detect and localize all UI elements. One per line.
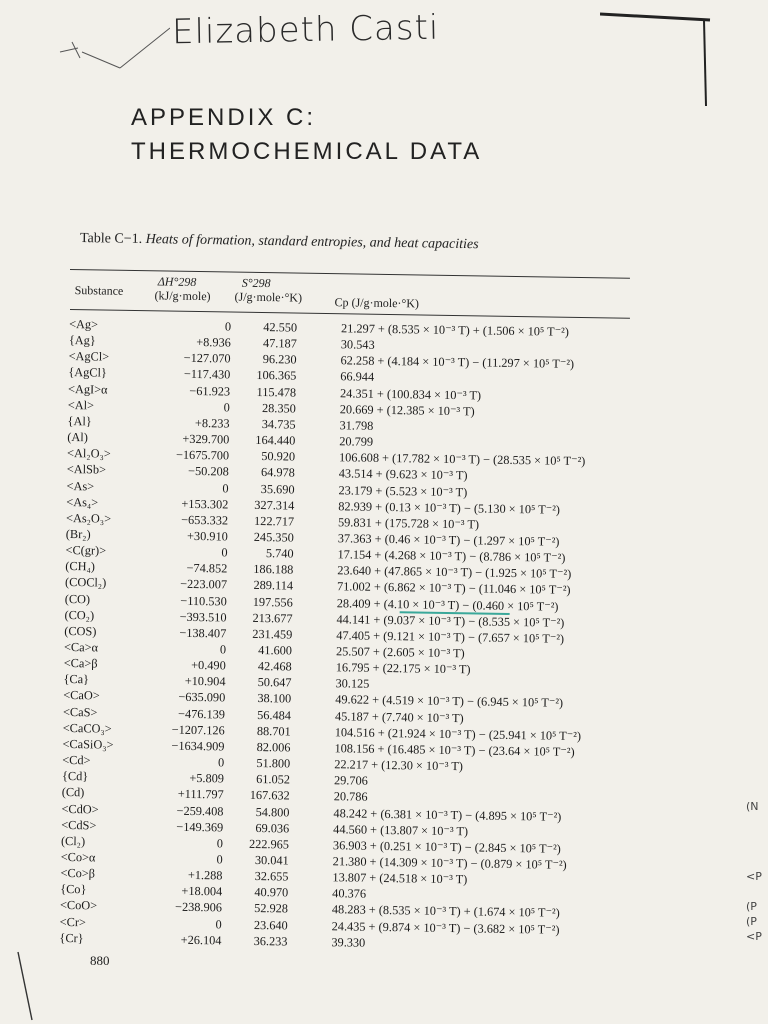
table-label: Table C−1. bbox=[79, 231, 143, 247]
cell-s: 197.556 bbox=[252, 594, 293, 610]
cell-s: 30.041 bbox=[254, 852, 289, 868]
cell-dh: +10.904 bbox=[184, 674, 226, 689]
cell-substance: (Br₂) bbox=[65, 526, 91, 542]
cell-s: 245.350 bbox=[253, 529, 294, 545]
cell-substance: <As> bbox=[66, 478, 95, 493]
cell-dh: −653.332 bbox=[181, 512, 229, 528]
cell-substance: (CH₄) bbox=[65, 559, 95, 574]
cell-substance: <AgI>α bbox=[68, 381, 108, 397]
cell-dh: +30.910 bbox=[186, 528, 228, 544]
cell-cp: 104.516 + (21.924 × 10⁻³ T) − (25.941 × 10⁵ T⁻²) bbox=[334, 724, 582, 743]
cell-substance: <CaSiO₃> bbox=[62, 736, 114, 752]
cell-s: 164.440 bbox=[255, 432, 296, 448]
cell-cp: 30.543 bbox=[340, 337, 375, 352]
cell-substance: (Cd) bbox=[61, 785, 85, 800]
header-s: S°298 bbox=[241, 275, 271, 291]
header-s-unit: (J/g·mole·°K) bbox=[234, 289, 303, 305]
cell-s: 88.701 bbox=[256, 723, 291, 739]
cell-substance: <CaS> bbox=[62, 704, 98, 720]
cell-dh: −117.430 bbox=[183, 367, 231, 382]
cell-dh: 0 bbox=[218, 755, 225, 770]
table-top-rule bbox=[70, 269, 630, 279]
cell-dh: +8.936 bbox=[196, 335, 231, 350]
cell-substance: <CaO> bbox=[63, 688, 100, 703]
cell-substance: <Ca>β bbox=[63, 656, 98, 671]
cell-substance: <CaCO₃> bbox=[62, 720, 112, 736]
cell-substance: (Al) bbox=[67, 430, 88, 445]
cell-substance: (CO₂) bbox=[64, 607, 95, 623]
margin-fragment: (P bbox=[746, 900, 757, 913]
header-dh: ΔH°298 bbox=[157, 274, 197, 289]
cell-dh: +26.104 bbox=[180, 932, 222, 948]
cell-dh: +329.700 bbox=[182, 431, 230, 447]
margin-fragment: (P bbox=[746, 915, 757, 928]
cell-dh: +1.288 bbox=[187, 868, 223, 883]
cell-cp: 24.351 + (100.834 × 10⁻³ T) bbox=[339, 385, 482, 403]
cell-dh: +111.797 bbox=[177, 787, 224, 802]
cell-dh: −110.530 bbox=[180, 593, 227, 609]
pen-scribble-top-left bbox=[20, 20, 170, 80]
cell-dh: −1634.909 bbox=[171, 738, 225, 754]
cell-cp: 25.507 + (2.605 × 10⁻³ T) bbox=[335, 644, 465, 661]
cell-cp: 43.514 + (9.623 × 10⁻³ T) bbox=[338, 466, 468, 483]
header-dh-unit: (kJ/g·mole) bbox=[154, 288, 211, 304]
table-body bbox=[59, 316, 669, 950]
table-header-rule bbox=[70, 309, 630, 319]
cell-s: 42.550 bbox=[263, 320, 298, 335]
cell-dh: −259.408 bbox=[176, 803, 224, 818]
handwritten-name: Elizabeth Casti bbox=[171, 7, 440, 53]
cell-substance: (COS) bbox=[64, 623, 97, 639]
cell-cp: 108.156 + (16.485 × 10⁻³ T) − (23.64 × 10⁵ T⁻²) bbox=[334, 741, 575, 759]
margin-fragment: <P bbox=[746, 930, 762, 943]
cell-s: 42.468 bbox=[257, 659, 292, 674]
cell-substance: <Co>β bbox=[60, 866, 96, 881]
page-number: 880 bbox=[90, 953, 110, 968]
cell-dh: −127.070 bbox=[183, 351, 231, 366]
cell-s: 41.600 bbox=[258, 643, 293, 658]
cell-s: 64.978 bbox=[260, 465, 295, 480]
cell-dh: −393.510 bbox=[179, 609, 227, 625]
cell-dh: −74.852 bbox=[186, 561, 228, 576]
cell-dh: −138.407 bbox=[179, 625, 227, 641]
cell-cp: 44.141 + (9.037 × 10⁻³ T) − (8.535 × 10⁵ T⁻²) bbox=[336, 611, 565, 630]
cell-substance: <CoO> bbox=[59, 898, 98, 913]
cell-dh: +153.302 bbox=[181, 496, 229, 512]
cell-cp: 20.799 bbox=[339, 434, 374, 449]
cell-s: 96.230 bbox=[262, 352, 297, 367]
cell-s: 289.114 bbox=[253, 578, 294, 593]
cell-cp: 49.622 + (4.519 × 10⁻³ T) − (6.945 × 10⁵ T⁻²) bbox=[335, 692, 564, 711]
cell-cp: 17.154 + (4.268 × 10⁻³ T) − (8.786 × 10⁵ T⁻²) bbox=[337, 547, 566, 565]
header-cp: Cp (J/g·mole·°K) bbox=[334, 295, 420, 311]
cell-s: 5.740 bbox=[265, 546, 294, 561]
cell-substance: (CO) bbox=[64, 591, 91, 606]
cell-substance: <Co>α bbox=[60, 849, 96, 865]
cell-substance: {Ca} bbox=[63, 672, 90, 687]
cell-s: 106.365 bbox=[256, 368, 297, 384]
pen-stroke-bottom-left bbox=[10, 950, 40, 1024]
cell-cp: 39.330 bbox=[331, 934, 366, 950]
cell-cp: 48.242 + (6.381 × 10⁻³ T) − (4.895 × 10⁵ T⁻²) bbox=[333, 805, 562, 824]
cell-s: 69.036 bbox=[255, 820, 290, 836]
cell-substance: <Ag> bbox=[69, 316, 99, 332]
cell-cp: 31.798 bbox=[339, 418, 374, 433]
cell-dh: +18.004 bbox=[181, 884, 223, 899]
cell-cp: 45.187 + (7.740 × 10⁻³ T) bbox=[334, 708, 464, 725]
cell-substance: {Cd} bbox=[61, 769, 89, 784]
cell-dh: 0 bbox=[224, 319, 232, 334]
cell-dh: +5.809 bbox=[189, 771, 225, 786]
cell-dh: +8.233 bbox=[194, 415, 230, 431]
cell-cp: 23.179 + (5.523 × 10⁻³ T) bbox=[338, 482, 468, 499]
cell-substance: <CdS> bbox=[61, 817, 97, 833]
cell-s: 186.188 bbox=[253, 562, 294, 577]
cell-cp: 21.297 + (8.535 × 10⁻³ T) + (1.506 × 10⁵ T⁻²) bbox=[340, 321, 570, 339]
cell-s: 222.965 bbox=[248, 836, 290, 852]
cell-s: 167.632 bbox=[249, 788, 290, 803]
cell-cp: 28.409 + (4.10 × 10⁻³ T) − (0.460 × 10⁵ T⁻²) bbox=[336, 595, 559, 614]
cell-substance: <Cd> bbox=[62, 752, 91, 768]
cell-substance: <As₄> bbox=[66, 494, 99, 510]
table-caption-text: Heats of formation, standard entropies, and heat capacities bbox=[145, 232, 479, 253]
appendix-subtitle: THERMOCHEMICAL DATA bbox=[131, 138, 483, 165]
cell-dh: 0 bbox=[222, 480, 229, 496]
cell-dh: 0 bbox=[216, 836, 224, 851]
cell-dh: −1207.126 bbox=[171, 722, 225, 738]
cell-dh: −61.923 bbox=[189, 383, 231, 399]
cell-s: 28.350 bbox=[261, 400, 296, 416]
cell-s: 23.640 bbox=[253, 917, 288, 933]
cell-cp: 20.669 + (12.385 × 10⁻³ T) bbox=[339, 402, 475, 419]
cell-substance: {Ag} bbox=[68, 333, 96, 348]
cell-substance: <Al> bbox=[67, 397, 95, 413]
cell-dh: 0 bbox=[219, 642, 227, 657]
cell-substance: {Cr} bbox=[59, 930, 84, 945]
cell-cp: 44.560 + (13.807 × 10⁻³ T) bbox=[333, 821, 469, 838]
cell-substance: (Cl₂) bbox=[60, 833, 86, 849]
cell-cp: 37.363 + (0.46 × 10⁻³ T) − (1.297 × 10⁵ T⁻²) bbox=[337, 531, 560, 549]
appendix-title: APPENDIX C: bbox=[131, 104, 317, 131]
cell-dh: +0.490 bbox=[191, 658, 226, 673]
cell-cp: 36.903 + (0.251 × 10⁻³ T) − (2.845 × 10⁵ T⁻²) bbox=[332, 837, 561, 856]
cell-substance: <AgCl> bbox=[68, 349, 110, 364]
cell-cp: 40.376 bbox=[332, 886, 367, 901]
cell-substance: <C(gr)> bbox=[65, 543, 107, 558]
cell-s: 34.735 bbox=[261, 416, 296, 432]
cell-dh: −223.007 bbox=[180, 577, 228, 592]
table-caption bbox=[80, 231, 479, 253]
cell-cp: 13.807 + (24.518 × 10⁻³ T) bbox=[332, 870, 468, 887]
cell-cp: 29.706 bbox=[333, 773, 368, 788]
cell-substance: <Al₂O₃> bbox=[66, 446, 111, 461]
cell-cp: 48.283 + (8.535 × 10⁻³ T) + (1.674 × 10⁵ T⁻²) bbox=[331, 902, 560, 921]
cell-cp: 24.435 + (9.874 × 10⁻³ T) − (3.682 × 10⁵ T⁻²) bbox=[331, 918, 560, 937]
cell-s: 38.100 bbox=[257, 691, 292, 706]
cell-dh: 0 bbox=[223, 400, 230, 415]
cell-s: 231.459 bbox=[252, 626, 293, 642]
cell-substance: <Cr> bbox=[59, 914, 87, 929]
margin-fragment: <P bbox=[746, 870, 762, 883]
cell-s: 52.928 bbox=[254, 901, 289, 916]
cell-dh: −149.369 bbox=[176, 819, 224, 835]
cell-cp: 23.640 + (47.865 × 10⁻³ T) − (1.925 × 10⁵ T⁻²) bbox=[337, 563, 572, 582]
header-substance: Substance bbox=[74, 283, 124, 298]
cell-substance: <Ca>α bbox=[63, 639, 99, 655]
cell-cp: 82.939 + (0.13 × 10⁻³ T) − (5.130 × 10⁵ T⁻²) bbox=[338, 498, 561, 517]
cell-cp: 71.002 + (6.862 × 10⁻³ T) − (11.046 × 10⁵ T⁻²) bbox=[336, 579, 571, 598]
cell-substance: (COCl₂) bbox=[64, 575, 107, 590]
pen-stroke-top-right bbox=[600, 6, 760, 116]
cell-dh: 0 bbox=[216, 852, 223, 867]
cell-s: 50.647 bbox=[257, 675, 292, 690]
cell-s: 213.677 bbox=[252, 610, 293, 626]
cell-dh: 0 bbox=[215, 916, 222, 932]
cell-cp: 30.125 bbox=[335, 676, 370, 692]
cell-s: 51.800 bbox=[256, 756, 291, 771]
cell-dh: −1675.700 bbox=[175, 447, 230, 463]
cell-cp: 66.944 bbox=[340, 369, 375, 385]
cell-dh: 0 bbox=[221, 545, 228, 560]
cell-dh: −50.208 bbox=[187, 464, 229, 479]
cell-s: 47.187 bbox=[262, 336, 297, 351]
cell-s: 327.314 bbox=[254, 497, 295, 513]
cell-substance: <AlSb> bbox=[66, 462, 107, 477]
cell-substance: {Al} bbox=[67, 413, 92, 429]
cell-cp: 47.405 + (9.121 × 10⁻³ T) − (7.657 × 10⁵ T⁻²) bbox=[336, 628, 565, 646]
cell-s: 82.006 bbox=[256, 739, 291, 755]
cell-substance: <CdO> bbox=[61, 801, 99, 817]
cell-s: 122.717 bbox=[253, 513, 295, 529]
cell-dh: −476.139 bbox=[178, 706, 226, 722]
cell-cp: 21.380 + (14.309 × 10⁻³ T) − (0.879 × 10⁵ T⁻²) bbox=[332, 854, 567, 872]
cell-s: 50.920 bbox=[261, 449, 296, 464]
cell-substance: {Co} bbox=[60, 882, 87, 897]
cell-s: 40.970 bbox=[254, 885, 289, 900]
cell-s: 35.690 bbox=[260, 481, 295, 497]
cell-s: 54.800 bbox=[255, 804, 290, 820]
cell-s: 61.052 bbox=[256, 772, 291, 787]
cell-s: 56.484 bbox=[257, 707, 292, 723]
cell-cp: 106.608 + (17.782 × 10⁻³ T) − (28.535 × 10⁵ T⁻²) bbox=[338, 450, 586, 469]
cell-s: 32.655 bbox=[254, 869, 289, 884]
cell-dh: −238.906 bbox=[174, 900, 223, 915]
cell-s: 115.478 bbox=[256, 384, 297, 400]
cell-cp: 22.217 + (12.30 × 10⁻³ T) bbox=[334, 757, 464, 774]
cell-substance: {AgCl} bbox=[68, 365, 107, 381]
cell-cp: 20.786 bbox=[333, 789, 368, 805]
cell-cp: 62.258 + (4.184 × 10⁻³ T) − (11.297 × 10⁵ T⁻²) bbox=[340, 353, 575, 372]
cell-cp: 16.795 + (22.175 × 10⁻³ T) bbox=[335, 660, 471, 677]
margin-fragment: (N bbox=[746, 800, 759, 813]
cell-cp: 59.831 + (175.728 × 10⁻³ T) bbox=[337, 515, 480, 532]
cell-s: 36.233 bbox=[253, 933, 288, 949]
cell-dh: −635.090 bbox=[178, 690, 226, 705]
cell-substance: <As₂O₃> bbox=[65, 510, 112, 526]
